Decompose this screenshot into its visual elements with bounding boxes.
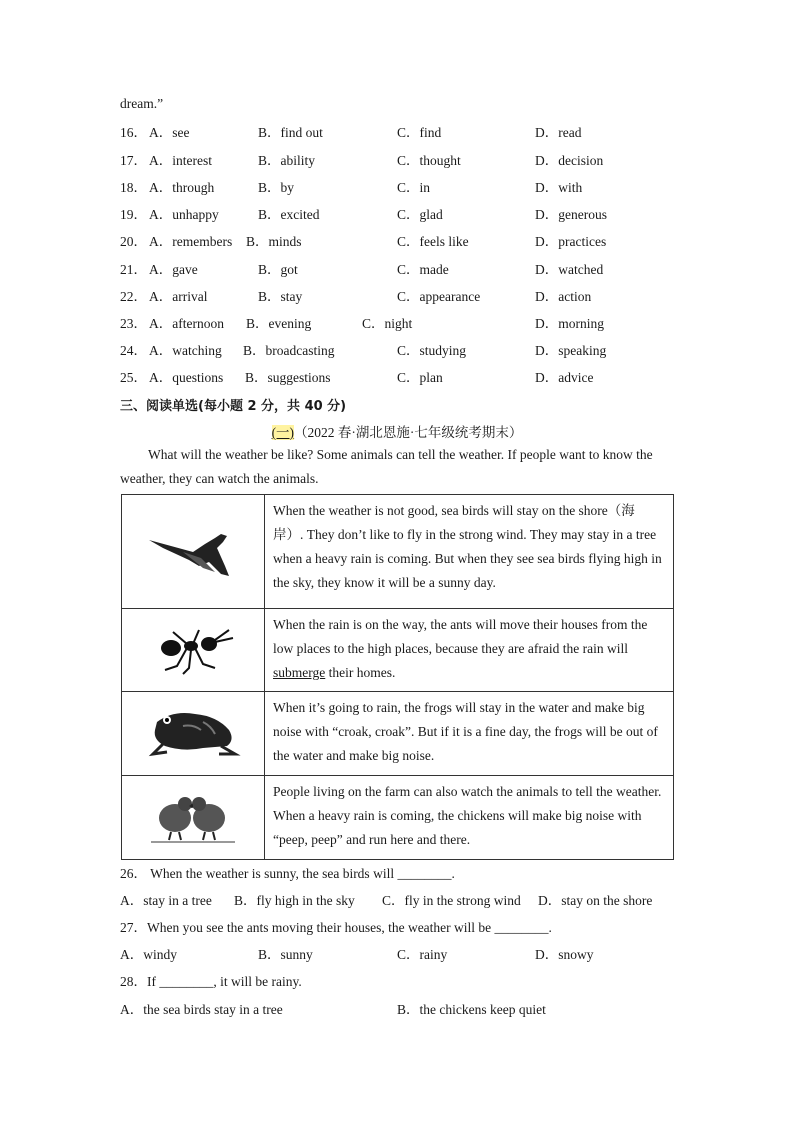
option-b: B．evening [246, 316, 312, 331]
option-d: D．decision [535, 153, 604, 168]
option-d: D．practices [535, 234, 607, 249]
cloze-row [120, 203, 680, 221]
option-c: C．night [362, 316, 413, 331]
option-d: D．speaking [535, 343, 607, 358]
option-a: A．afternoon [149, 316, 224, 331]
animals-weather-table [121, 494, 674, 860]
option-d: D．read [535, 125, 582, 140]
option-c: C．appearance [397, 289, 481, 304]
question-number: 21． [120, 262, 147, 277]
option-a: A．interest [149, 153, 212, 168]
question-number: 24． [120, 343, 147, 358]
question-26: 26． When the weather is sunny, the sea birds will ________. [120, 866, 455, 881]
ants-text-part: their homes. [325, 665, 396, 680]
passage-number: (一) [271, 425, 295, 440]
sea-birds-text: When the weather is not good, sea birds will stay on the shore（海岸）. They don’t like to fly in the strong wind. They may stay in a tree when a heavy rain is coming. But when they see sea birds flying high in the sky, they know it will be a sunny day. [265, 495, 674, 609]
question-27: 27．When you see the ants moving their houses, the weather will be ________. [120, 920, 552, 935]
question-number: 16． [120, 125, 147, 140]
section-title: 三、阅读单选(每小题 2 分，共 40 分) [120, 399, 347, 414]
text-fragment: dream.” [120, 96, 164, 111]
option-c: C．made [397, 262, 449, 277]
option-c: C．feels like [397, 234, 469, 249]
cloze-row [120, 366, 680, 384]
option-c: C．in [397, 180, 431, 195]
option-a: A．stay in a tree [120, 893, 212, 908]
option-a: A．gave [149, 262, 198, 277]
option-b: B．minds [246, 234, 302, 249]
option-d: D．stay on the shore [538, 893, 653, 908]
table-row [122, 495, 674, 609]
chickens-image [122, 776, 265, 860]
option-c: C．studying [397, 343, 467, 358]
cloze-row [120, 258, 680, 276]
question-number: 25． [120, 370, 147, 385]
option-c: C．fly in the strong wind [382, 893, 521, 908]
option-b: B．excited [258, 207, 320, 222]
option-b: B．stay [258, 289, 303, 304]
ants-text [265, 609, 674, 692]
option-c: C．thought [397, 153, 461, 168]
option-a: A．see [149, 125, 190, 140]
question-number: 23． [120, 316, 147, 331]
question-number: 19． [120, 207, 147, 222]
question-28: 28．If ________, it will be rainy. [120, 974, 302, 989]
passage-title [0, 421, 794, 441]
option-d: D．advice [535, 370, 594, 385]
underlined-word: submerge [273, 665, 326, 680]
option-a: A．the sea birds stay in a tree [120, 1002, 283, 1017]
table-row [122, 609, 674, 692]
option-b: B．find out [258, 125, 323, 140]
chickens-text: People living on the farm can also watch the animals to tell the weather. When a heavy rain is coming, the chickens will make big noise with “peep, peep” and run here and there. [265, 776, 674, 860]
option-a: A．questions [149, 370, 224, 385]
question-26-options [120, 889, 680, 907]
option-d: D．snowy [535, 947, 594, 962]
cloze-row [120, 339, 680, 357]
option-c: C．find [397, 125, 442, 140]
option-d: D．with [535, 180, 583, 195]
cloze-row [120, 121, 680, 139]
option-d: D．action [535, 289, 592, 304]
question-number: 17． [120, 153, 147, 168]
question-27-options [120, 943, 680, 961]
option-b: B．broadcasting [243, 343, 335, 358]
question-number: 20． [120, 234, 147, 249]
question-number: 18． [120, 180, 147, 195]
cloze-row [120, 230, 680, 248]
option-c: C．plan [397, 370, 443, 385]
option-a: A．arrival [149, 289, 208, 304]
table-row [122, 776, 674, 860]
option-d: D．generous [535, 207, 607, 222]
intro-paragraph: What will the weather be like? Some animals can tell the weather. If people want to know the weather, they can watch the animals. [120, 447, 653, 486]
cloze-row [120, 312, 680, 330]
option-c: C．glad [397, 207, 443, 222]
option-b: B．the chickens keep quiet [397, 1002, 546, 1017]
option-b: B．fly high in the sky [234, 893, 355, 908]
ant-image [122, 609, 265, 692]
passage-source: （2022 春·湖北恩施·七年级统考期末） [294, 425, 523, 440]
option-b: B．sunny [258, 947, 313, 962]
ants-text-part: When the rain is on the way, the ants will move their houses from the low places to the high places, because they are afraid the rain will [273, 617, 648, 656]
frog-image [122, 692, 265, 776]
cloze-row [120, 285, 680, 303]
option-a: A．through [149, 180, 215, 195]
option-d: D．watched [535, 262, 604, 277]
sea-bird-image [122, 495, 265, 609]
option-a: A．windy [120, 947, 177, 962]
option-a: A．watching [149, 343, 222, 358]
cloze-row [120, 176, 680, 194]
option-b: B．suggestions [245, 370, 331, 385]
frogs-text: When it’s going to rain, the frogs will stay in the water and make big noise with “croak, croak”. But if it is a fine day, the frogs will be out of the water and make big noise. [265, 692, 674, 776]
table-row [122, 692, 674, 776]
option-a: A．remembers [149, 234, 233, 249]
option-b: B．ability [258, 153, 315, 168]
option-a: A．unhappy [149, 207, 219, 222]
question-28-options [120, 998, 680, 1016]
option-b: B．got [258, 262, 298, 277]
option-c: C．rainy [397, 947, 448, 962]
option-d: D．morning [535, 316, 604, 331]
question-number: 22． [120, 289, 147, 304]
option-b: B．by [258, 180, 295, 195]
cloze-row [120, 149, 680, 167]
